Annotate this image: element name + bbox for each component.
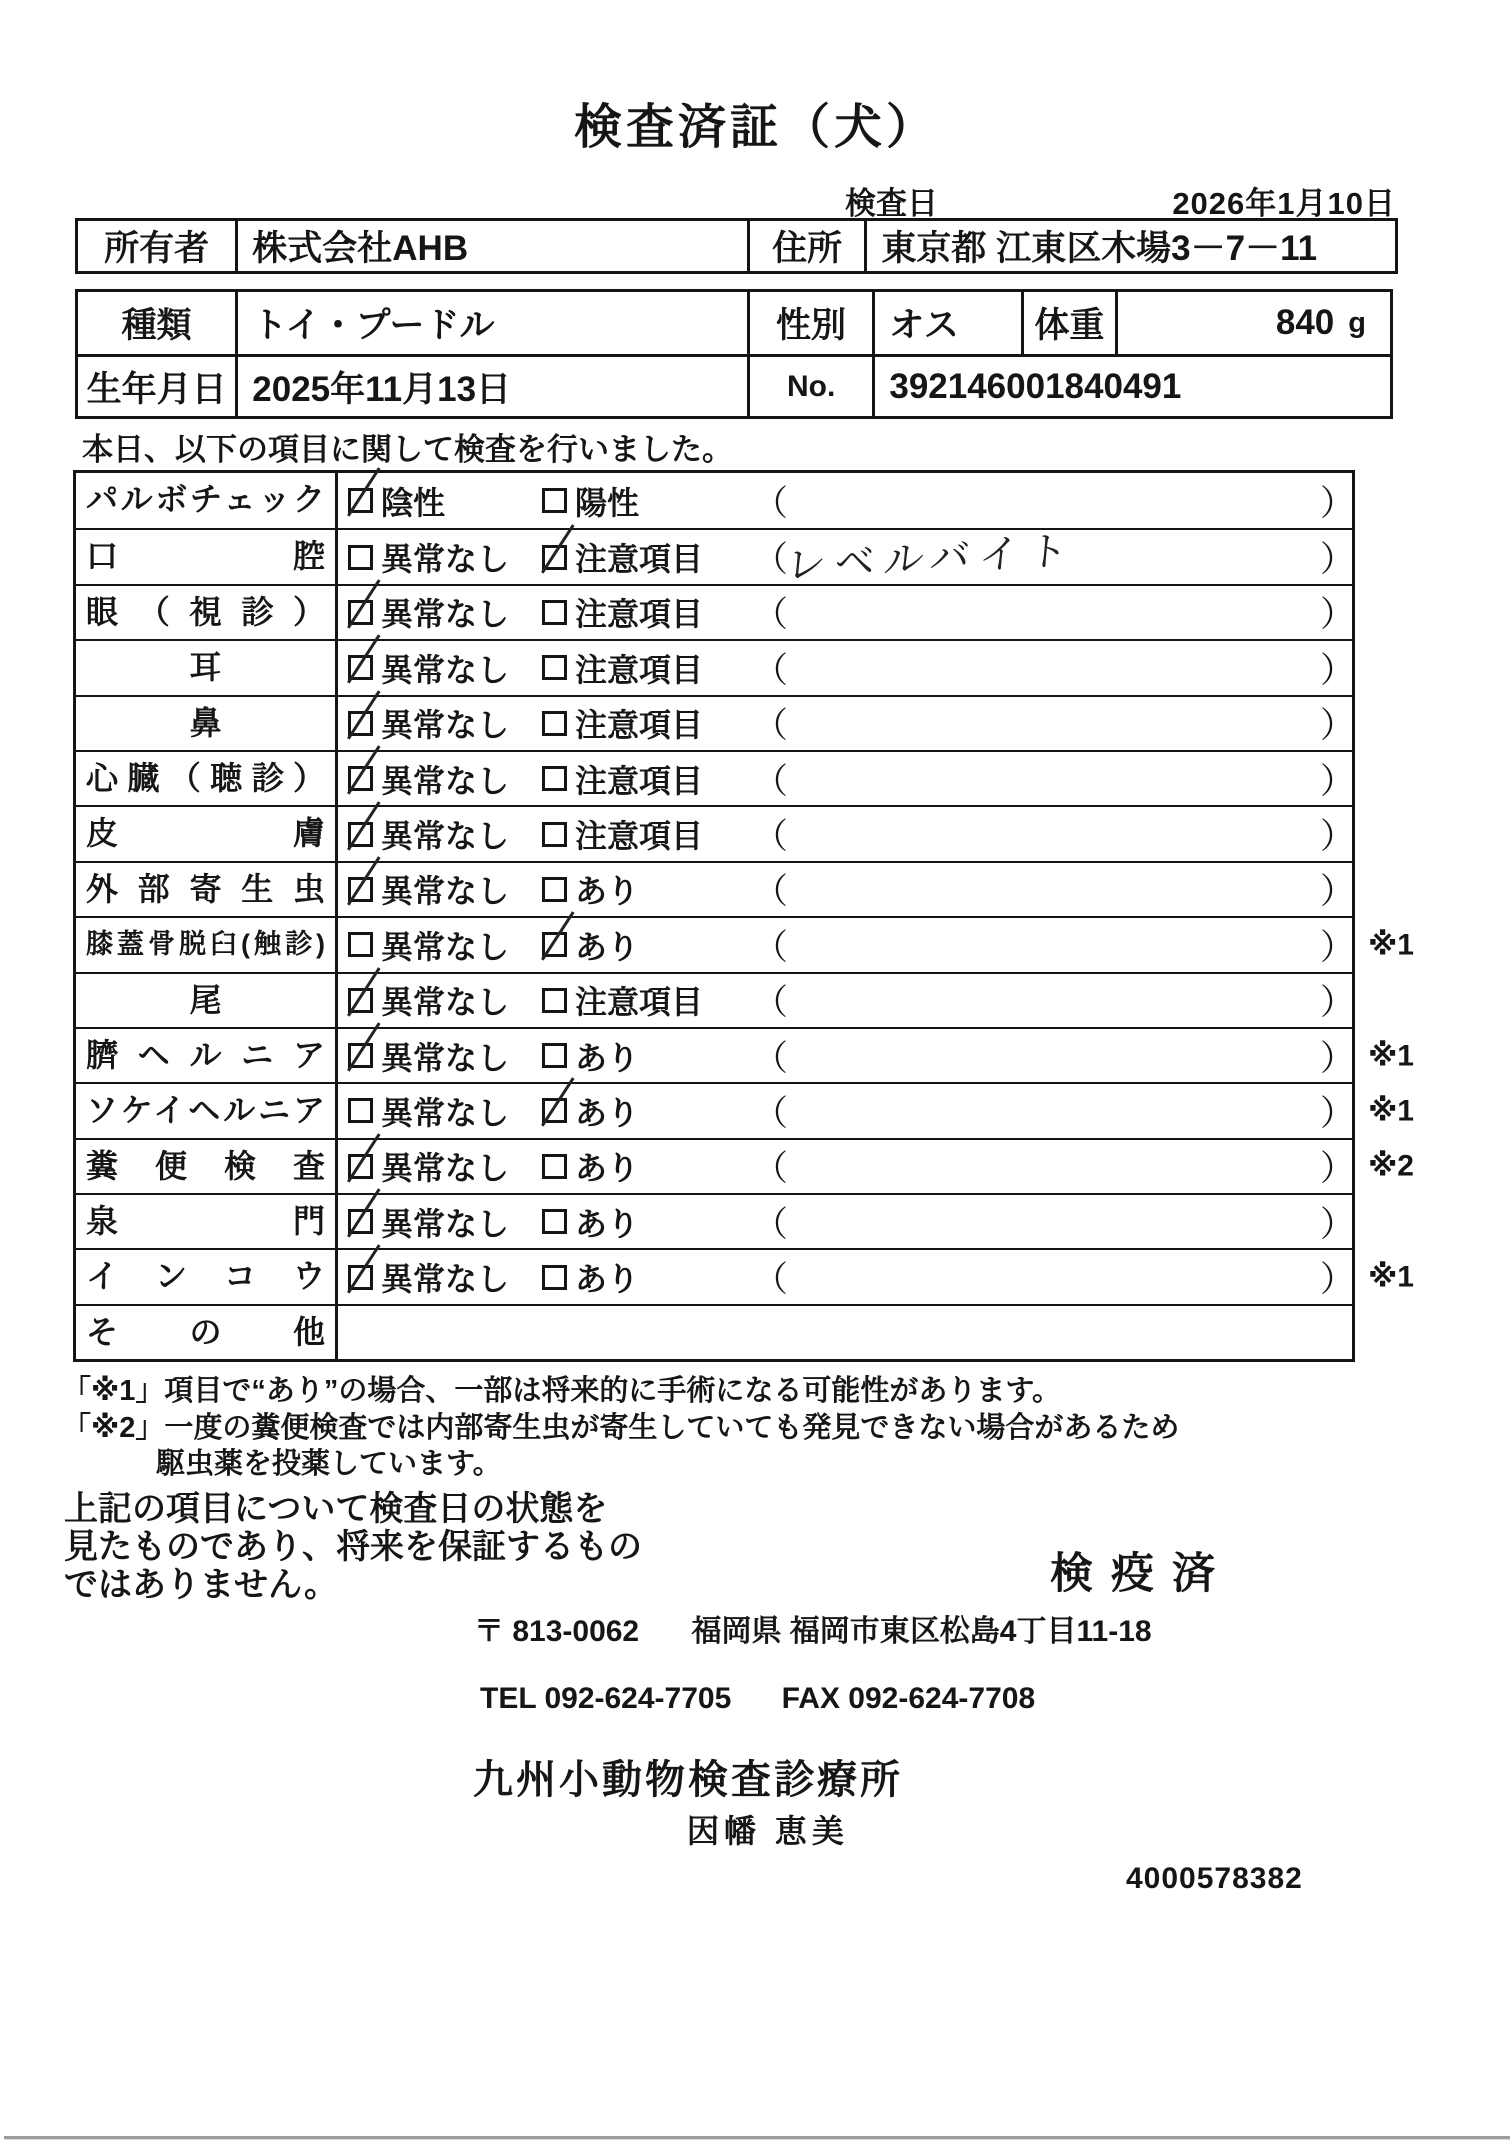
paren-open: （ (753, 872, 789, 912)
footnote-2: 「※2」一度の糞便検査では内部寄生虫が寄生していても発見できない場合があるため (62, 1412, 1180, 1444)
exam-option-2 (542, 1033, 639, 1079)
paren-close: ） (1320, 1204, 1356, 1244)
disclaimer-text (64, 1490, 642, 1604)
checkbox-icon (542, 655, 567, 680)
option-label: 注意項目 (575, 984, 704, 1021)
exam-row (76, 1138, 1414, 1193)
option-label: あり (575, 928, 640, 965)
exam-row-content (338, 586, 1356, 639)
exam-item-label: ソケイヘルニア (76, 1084, 338, 1137)
exam-row (76, 861, 1356, 916)
clinic-tel-row (480, 1682, 1035, 1716)
checkbox-icon (542, 932, 567, 957)
checkbox-icon (542, 488, 567, 513)
exam-option-1 (348, 1199, 509, 1245)
checkbox-icon (542, 877, 567, 902)
exam-row-content (338, 1084, 1414, 1137)
disclaimer-line-1: 上記の項目について検査日の状態を (64, 1490, 608, 1528)
exam-option-2 (542, 977, 703, 1023)
paren-close: ） (1320, 483, 1356, 523)
exam-row (76, 1193, 1356, 1248)
exam-item-label: 膝蓋骨脱臼(触診) (76, 918, 338, 971)
exam-row (76, 473, 1356, 528)
exam-option-1 (348, 1254, 509, 1300)
exam-item-label: その他 (76, 1306, 338, 1359)
footnote-mark: ※1 (1368, 928, 1414, 962)
disclaimer-line-2: 見たものであり、将来を保証するもの (64, 1528, 642, 1566)
exam-row-content (338, 1029, 1414, 1082)
checkbox-icon (542, 1098, 567, 1123)
checkbox-icon (542, 1209, 567, 1234)
address-label: 住所 (747, 221, 864, 271)
checkmark-icon (541, 1078, 575, 1127)
paren-open: （ (753, 540, 789, 580)
exam-row-content (338, 807, 1356, 860)
option-label: あり (575, 1205, 640, 1242)
checkmark-icon (347, 967, 381, 1016)
paren-open: （ (753, 1038, 789, 1078)
address-value: 東京都 江東区木場3－7－11 (864, 221, 1395, 271)
exam-item-label: 尾 (76, 974, 338, 1027)
checkbox-icon (348, 988, 373, 1013)
sex-label: 性別 (747, 292, 872, 354)
exam-row-content (338, 863, 1356, 916)
checkmark-icon (541, 524, 575, 573)
option-label: 陽性 (575, 484, 640, 521)
disclaimer-line-3: ではありません。 (64, 1566, 339, 1604)
inspection-date-label: 検査日 (845, 186, 938, 221)
option-label: 注意項目 (575, 651, 704, 688)
checkbox-icon (348, 488, 373, 513)
paren-close: ） (1320, 1038, 1356, 1078)
paren-open: （ (753, 1093, 789, 1133)
exam-item-label: 眼（視診） (76, 586, 338, 639)
checkmark-icon (347, 467, 381, 516)
checkmark-icon (541, 912, 575, 961)
paren-close: ） (1320, 927, 1356, 967)
exam-item-label: 泉門 (76, 1195, 338, 1248)
veterinarian-name: 因幡 恵美 (687, 1813, 849, 1849)
footnote-mark: ※2 (1368, 1149, 1414, 1183)
paren-open: （ (753, 706, 789, 746)
owner-row (78, 221, 1395, 271)
exam-option-1 (348, 756, 509, 802)
animal-table (75, 289, 1393, 419)
paren-open: （ (753, 1204, 789, 1244)
option-label: 注意項目 (575, 818, 704, 855)
paren-open: （ (753, 817, 789, 857)
checkbox-icon (542, 711, 567, 736)
checkmark-icon (347, 856, 381, 905)
exam-option-2 (542, 1254, 639, 1300)
breed-row (78, 292, 1390, 354)
checkbox-icon (348, 1265, 373, 1290)
owner-table (75, 218, 1398, 274)
exam-option-1 (348, 645, 509, 691)
birth-row (78, 354, 1390, 416)
checkmark-icon (347, 579, 381, 628)
option-label: 異常なし (381, 541, 510, 578)
option-label: 陰性 (381, 484, 446, 521)
exam-item-label: 糞便検査 (76, 1140, 338, 1193)
exam-option-1 (348, 1033, 509, 1079)
option-label: あり (575, 1094, 640, 1131)
exam-row-content (338, 1195, 1356, 1248)
checkbox-icon (348, 545, 373, 570)
option-label: 異常なし (381, 818, 510, 855)
paren-close: ） (1320, 1149, 1356, 1189)
option-label: あり (575, 1039, 640, 1076)
exam-row (76, 639, 1356, 694)
option-label: 異常なし (381, 1150, 510, 1187)
exam-option-2 (542, 922, 639, 968)
exam-item-label: 外部寄生虫 (76, 863, 338, 916)
inspection-date-value: 2026年1月10日 (1172, 186, 1396, 221)
clinic-tel: TEL 092-624-7705 (480, 1682, 732, 1715)
scan-bottom-edge (4, 2136, 1510, 2139)
option-label: 注意項目 (575, 762, 704, 799)
exam-row (76, 1304, 1352, 1359)
clinic-address: 福岡県 福岡市東区松島4丁目11-18 (691, 1615, 1152, 1648)
exam-option-2 (542, 811, 703, 857)
exam-item-label: パルボチェック (76, 473, 338, 528)
serial-number: 4000578382 (1126, 1862, 1303, 1895)
checkbox-icon (542, 545, 567, 570)
postal-code: 〒 813-0062 (474, 1615, 640, 1648)
checkmark-icon (347, 1022, 381, 1071)
breed-value: トイ・プードル (235, 292, 747, 354)
paren-open: （ (753, 650, 789, 690)
option-label: 異常なし (381, 596, 510, 633)
footnote-mark: ※1 (1368, 1260, 1414, 1294)
sex-value: オス (872, 292, 1020, 354)
owner-label: 所有者 (104, 229, 210, 268)
checkbox-icon (348, 711, 373, 736)
checkbox-icon (348, 932, 373, 957)
intro-text: 本日、以下の項目に関して検査を行いました。 (82, 432, 733, 467)
exam-row (76, 1082, 1414, 1137)
exam-option-1 (348, 534, 509, 580)
footnote-1: 「※1」項目で“あり”の場合、一部は将来的に手術になる可能性があります。 (62, 1375, 1062, 1407)
exam-option-1 (348, 1088, 509, 1134)
weight-number: 840 (1275, 303, 1335, 342)
exam-row (76, 528, 1356, 589)
paren-open: （ (753, 483, 789, 523)
option-label: 異常なし (381, 651, 510, 688)
checkmark-icon (347, 635, 381, 684)
checkbox-icon (348, 1043, 373, 1068)
exam-option-1 (348, 977, 509, 1023)
exam-option-2 (542, 478, 639, 524)
option-label: あり (575, 1150, 640, 1187)
paren-close: ） (1320, 595, 1356, 635)
exam-option-2 (542, 1143, 639, 1189)
paren-open: （ (753, 927, 789, 967)
exam-item-label: 心臓（聴診） (76, 752, 338, 805)
exam-row-content (338, 918, 1414, 971)
option-label: 異常なし (381, 1205, 510, 1242)
quarantine-stamp: 検疫済 (1050, 1550, 1233, 1598)
birth-value: 2025年11月13日 (235, 357, 747, 416)
clinic-fax: FAX 092-624-7708 (781, 1682, 1036, 1715)
page-title: 検査済証（犬） (573, 101, 938, 154)
exam-row (76, 1248, 1414, 1303)
checkmark-icon (347, 1244, 381, 1293)
exam-row-content (338, 1140, 1414, 1193)
exam-option-1 (348, 589, 509, 635)
exam-row (76, 1027, 1414, 1082)
checkmark-icon (347, 801, 381, 850)
footnote-mark: ※1 (1368, 1039, 1414, 1073)
checkbox-icon (348, 600, 373, 625)
clinic-name: 九州小動物検査診療所 (473, 1758, 903, 1802)
paren-close: ） (1320, 540, 1356, 580)
checkmark-icon (347, 1188, 381, 1237)
checkbox-icon (542, 988, 567, 1013)
paren-close: ） (1320, 872, 1356, 912)
option-label: 注意項目 (575, 707, 704, 744)
checkbox-icon (542, 1154, 567, 1179)
weight-label: 体重 (1021, 292, 1116, 354)
owner-value: 株式会社AHB (235, 221, 747, 271)
checkbox-icon (542, 1265, 567, 1290)
exam-row-content (338, 1306, 1352, 1359)
option-label: 異常なし (381, 1039, 510, 1076)
exam-row-content (338, 528, 1356, 589)
paren-open: （ (753, 1260, 789, 1300)
option-label: 異常なし (381, 1261, 510, 1298)
exam-option-2 (542, 645, 703, 691)
exam-option-2 (542, 866, 639, 912)
checkbox-icon (348, 1098, 373, 1123)
handwritten-note: レベルバイト (783, 528, 1079, 589)
checkmark-icon (347, 690, 381, 739)
paren-open: （ (753, 1149, 789, 1189)
exam-option-1 (348, 922, 509, 968)
exam-item-label: 口腔 (76, 530, 338, 583)
checkbox-icon (542, 766, 567, 791)
weight-value (1115, 292, 1390, 354)
exam-option-1 (348, 1143, 509, 1189)
exam-row (76, 750, 1356, 805)
checkbox-icon (542, 822, 567, 847)
exam-option-2 (542, 1199, 639, 1245)
paren-close: ） (1320, 650, 1356, 690)
exam-row-content (338, 697, 1356, 750)
footnote-2-continued: 駆虫薬を投薬しています。 (156, 1448, 502, 1480)
birth-label: 生年月日 (86, 369, 227, 409)
checkbox-icon (348, 822, 373, 847)
exam-option-2 (542, 589, 703, 635)
checkbox-icon (348, 1209, 373, 1234)
paren-close: ） (1320, 983, 1356, 1023)
option-label: あり (575, 873, 640, 910)
option-label: 異常なし (381, 707, 510, 744)
exam-option-1 (348, 700, 509, 746)
checkmark-icon (347, 745, 381, 794)
exam-row-content (338, 974, 1356, 1027)
paren-open: （ (753, 983, 789, 1023)
number-label: No. (747, 357, 872, 416)
exam-option-2 (542, 534, 703, 580)
exam-option-1 (348, 478, 445, 524)
option-label: 異常なし (381, 873, 510, 910)
exam-option-1 (348, 811, 509, 857)
exam-row (76, 584, 1356, 639)
paren-close: ） (1320, 1260, 1356, 1300)
paren-close: ） (1320, 761, 1356, 801)
paren-open: （ (753, 595, 789, 635)
option-label: 異常なし (381, 762, 510, 799)
exam-row-content (338, 1250, 1414, 1303)
breed-label: 種類 (121, 306, 192, 345)
option-label: 異常なし (381, 928, 510, 965)
option-label: 注意項目 (575, 541, 704, 578)
checkmark-icon (347, 1133, 381, 1182)
exam-table (73, 470, 1414, 1362)
exam-item-label: インコウ (76, 1250, 338, 1303)
checkbox-icon (348, 766, 373, 791)
exam-option-1 (348, 866, 509, 912)
exam-item-label: 皮膚 (76, 807, 338, 860)
exam-row (76, 805, 1356, 860)
checkbox-icon (542, 1043, 567, 1068)
checkbox-icon (542, 600, 567, 625)
exam-row (76, 695, 1356, 750)
exam-row (76, 916, 1414, 971)
exam-item-label: 耳 (76, 641, 338, 694)
number-value: 392146001840491 (872, 357, 1390, 416)
exam-option-2 (542, 756, 703, 802)
clinic-postal-row (474, 1606, 1152, 1650)
checkbox-icon (348, 655, 373, 680)
exam-option-2 (542, 700, 703, 746)
exam-item-label: 臍ヘルニア (76, 1029, 338, 1082)
checkbox-icon (348, 877, 373, 902)
paren-close: ） (1320, 706, 1356, 746)
option-label: あり (575, 1261, 640, 1298)
exam-row-content (338, 752, 1356, 805)
exam-row-content (338, 473, 1356, 528)
paren-close: ） (1320, 817, 1356, 857)
exam-row (76, 972, 1356, 1027)
checkbox-icon (348, 1154, 373, 1179)
paren-open: （ (753, 761, 789, 801)
option-label: 異常なし (381, 1094, 510, 1131)
exam-option-2 (542, 1088, 639, 1134)
footnote-mark: ※1 (1368, 1094, 1414, 1128)
option-label: 異常なし (381, 984, 510, 1021)
option-label: 注意項目 (575, 596, 704, 633)
exam-item-label: 鼻 (76, 697, 338, 750)
exam-row-content (338, 641, 1356, 694)
paren-close: ） (1320, 1093, 1356, 1133)
weight-unit: g (1348, 306, 1366, 339)
